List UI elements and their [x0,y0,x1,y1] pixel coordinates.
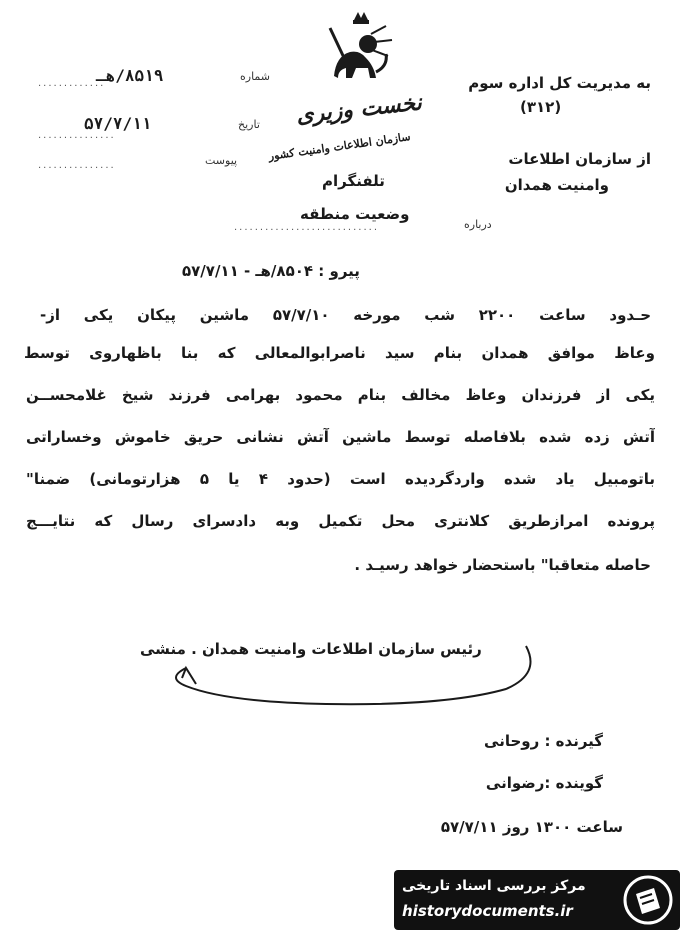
attachment-dots: ............... [38,160,116,171]
sender-line-1: از سازمان اطلاعات [508,150,651,168]
lion-and-sun-emblem-icon [316,6,406,96]
subject-dots: ............................ [234,222,380,233]
body-line-3: یکی از فرزندان وعاظ مخالف بنام محمود بهرامی فرزند شیخ غلامحســن [26,386,655,404]
recipient-line-2: (۳۱۲) [520,98,562,116]
document-type: تلفنگرام [322,172,385,190]
subject-label: درباره [464,218,492,231]
body-line-4: آتش زده شده بلافاصله توسط ماشین آتش نشانی حریق خاموش وخساراتی [26,428,655,446]
signature-title: رئیس سازمان اطلاعات وامنیت همدان . منشی [140,640,482,658]
date-dots: ............... [38,130,116,141]
watermark-line-2: historydocuments.ir [402,902,573,920]
sender-name-line: گوینده :رضوانی [485,774,603,792]
body-line-5: باتومبیل یاد شده واردگردیده است (حدود ۴ یا ۵ هزارتومانی) ضمنا" [26,470,655,488]
date-value: ۵۷/۷/۱۱ [84,114,152,133]
time-line: ساعت ۱۳۰۰ روز ۵۷/۷/۱۱ [440,818,623,836]
reference-line: پیرو : ۸۵۰۴/هـ - ۵۷/۷/۱۱ [182,262,360,280]
body-line-1: حـدود ساعت ۲۲۰۰ شب مورخه ۵۷/۷/۱۰ ماشین پیکان یکی از- [40,306,651,324]
body-line-2: وعاظ موافق همدان بنام سید ناصرابوالمعالی که بنا باظهاروی توسط [24,344,655,362]
recipient-line-1: به مدیریت کل اداره سوم [468,74,651,92]
subject-value: وضعیت منطقه [300,205,410,223]
body-line-6: پرونده امرازطریق کلانتری محل تکمیل وبه دادسرای رسال که نتایـــج [26,512,655,530]
receiver-line: گیرنده : روحانی [484,732,603,750]
number-value: ۸۵۱۹/هـ [96,66,164,85]
number-label: شماره [240,70,271,83]
sender-line-2: وامنیت همدان [504,176,609,194]
watermark-logo-icon [622,874,674,926]
logo-line-1: نخست وزیری [294,89,423,129]
logo-line-2: سازمان اطلاعات وامنیت کشور [267,130,412,163]
watermark-line-1: مرکز بررسی اسناد تاریخی [402,878,586,894]
number-dots: ............. [38,78,106,89]
date-label: تاریخ [238,118,260,131]
signature-flourish-icon [86,634,546,714]
watermark [394,870,680,930]
body-line-7: حاصله متعاقبا" باستحضار خواهد رسیـد . [354,556,651,574]
attachment-label: پیوست [205,154,238,167]
